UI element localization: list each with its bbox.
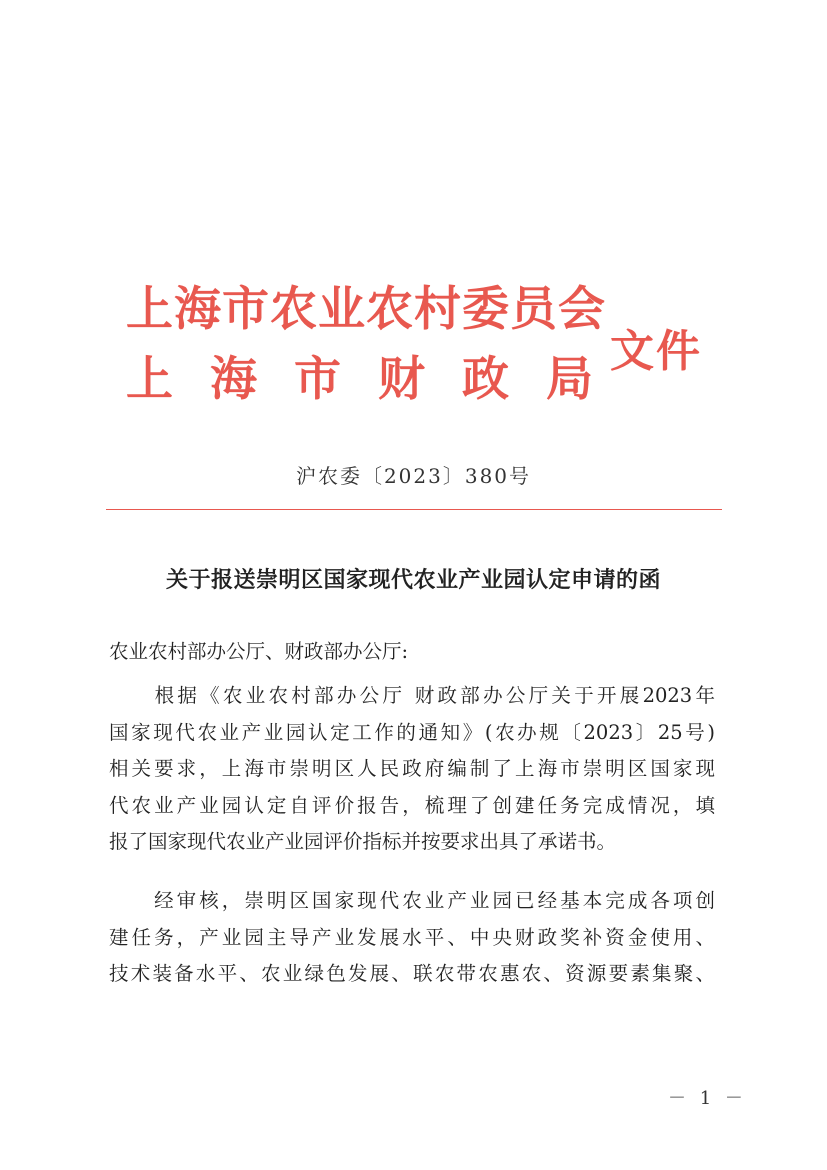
page-number: － 1 － bbox=[668, 1088, 747, 1109]
paragraph-line: 经审核，崇明区国家现代农业产业园已经基本完成各项创 bbox=[109, 889, 715, 912]
paragraph-line: 报了国家现代农业产业园评价指标并按要求出具了承诺书。 bbox=[109, 830, 617, 853]
body-paragraph-2 bbox=[109, 883, 715, 993]
issuer-name-agriculture-committee: 上海市农业农村委员会 bbox=[126, 282, 606, 337]
document-kind-label: 文件 bbox=[610, 326, 702, 377]
document-title: 关于报送崇明区国家现代农业产业园认定申请的函 bbox=[165, 567, 661, 593]
document-number: 沪农委〔2023〕380号 bbox=[295, 464, 532, 488]
paragraph-line: 根据《农业农村部办公厅 财政部办公厅关于开展2023年 bbox=[109, 684, 715, 707]
paragraph-line: 国家现代农业产业园认定工作的通知》(农办规〔2023〕25号) bbox=[109, 720, 715, 744]
salutation: 农业农村部办公厅、财政部办公厅: bbox=[109, 640, 409, 663]
issuer-name-finance-bureau: 上海市财政局 bbox=[126, 352, 630, 407]
paragraph-line: 建任务，产业园主导产业发展水平、中央财政奖补资金使用、 bbox=[109, 925, 715, 949]
paragraph-line: 代农业产业园认定自评价报告，梳理了创建任务完成情况，填 bbox=[109, 793, 715, 817]
body-paragraph-1 bbox=[109, 678, 715, 861]
paragraph-line: 技术装备水平、农业绿色发展、联农带农惠农、资源要素集聚、 bbox=[109, 962, 715, 985]
header-divider bbox=[106, 509, 722, 510]
paragraph-line: 相关要求，上海市崇明区人民政府编制了上海市崇明区国家现 bbox=[109, 757, 715, 780]
